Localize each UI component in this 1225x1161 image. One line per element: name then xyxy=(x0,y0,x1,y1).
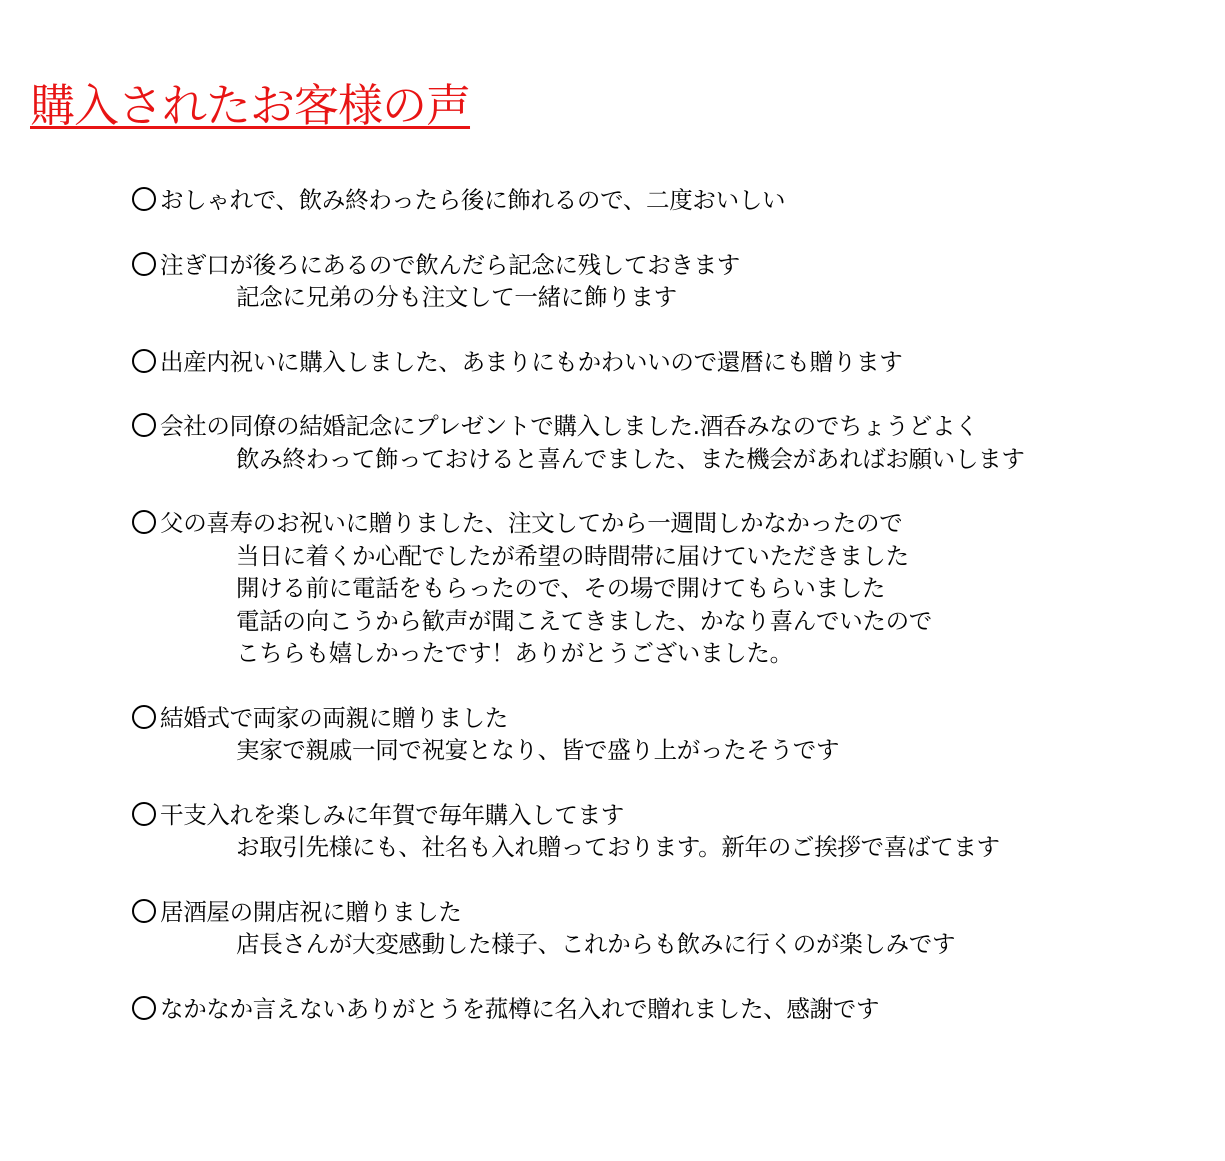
review-item xyxy=(132,507,1202,670)
circle-bullet-icon xyxy=(132,802,156,826)
review-text-continued: 電話の向こうから歓声が聞こえてきました、かなり喜んでいたので xyxy=(236,606,932,635)
review-text: 注ぎ口が後ろにあるので飲んだら記念に残しておきます xyxy=(160,250,740,279)
review-text-continued: こちらも嬉しかったです！ありがとうございました。 xyxy=(236,639,793,667)
review-text: 居酒屋の開店祝に贈りました xyxy=(160,897,462,926)
review-text: 会社の同僚の結婚記念にプレゼントで購入しました.酒呑みなのでちょうどよく xyxy=(160,412,979,440)
circle-bullet-icon xyxy=(132,510,156,534)
review-text-continued: 実家で親戚一同で祝宴となり、皆で盛り上がったそうです xyxy=(236,736,840,764)
page-title: 購入されたお客様の声 xyxy=(30,79,471,132)
circle-bullet-icon xyxy=(132,187,156,211)
circle-bullet-icon xyxy=(132,996,156,1020)
review-text-continued: 店長さんが大変感動した様子、これからも飲みに行くのが楽しみです xyxy=(236,930,956,958)
review-item xyxy=(132,799,1202,864)
review-text-continued: 記念に兄弟の分も注文して一緒に飾ります xyxy=(236,283,677,311)
review-text-continued: お取引先様にも、社名も入れ贈っております。新年のご挨拶で喜ばてます xyxy=(236,833,1000,861)
review-text-continued: 当日に着くか心配でしたが希望の時間帯に届けていただきました xyxy=(236,541,909,570)
review-text: 出産内祝いに購入しました、あまりにもかわいいので還暦にも贈ります xyxy=(160,347,903,376)
review-item xyxy=(132,993,1202,1026)
circle-bullet-icon xyxy=(132,349,156,373)
review-item xyxy=(132,249,1202,314)
review-text: 結婚式で両家の両親に贈りました xyxy=(160,703,508,732)
review-text-continued: 開ける前に電話をもらったので、その場で開けてもらいました xyxy=(236,574,886,602)
circle-bullet-icon xyxy=(132,252,156,276)
circle-bullet-icon xyxy=(132,899,156,923)
review-item xyxy=(132,896,1202,961)
review-text: 干支入れを楽しみに年賀で毎年購入してます xyxy=(160,800,624,829)
circle-bullet-icon xyxy=(132,705,156,729)
review-text: 父の喜寿のお祝いに贈りました、注文してから一週間しかなかったので xyxy=(160,509,903,537)
review-item xyxy=(132,184,1202,217)
review-item xyxy=(132,702,1202,767)
review-item xyxy=(132,410,1202,475)
review-item xyxy=(132,346,1202,379)
review-text-continued: 飲み終わって飾っておけると喜んでました、また機会があればお願いします xyxy=(236,444,1025,473)
review-text: なかなか言えないありがとうを菰樽に名入れで贈れました、感謝です xyxy=(160,994,880,1023)
review-text: おしゃれで、飲み終わったら後に飾れるので、二度おいしい xyxy=(160,186,786,214)
circle-bullet-icon xyxy=(132,413,156,437)
review-list xyxy=(132,184,1202,1057)
